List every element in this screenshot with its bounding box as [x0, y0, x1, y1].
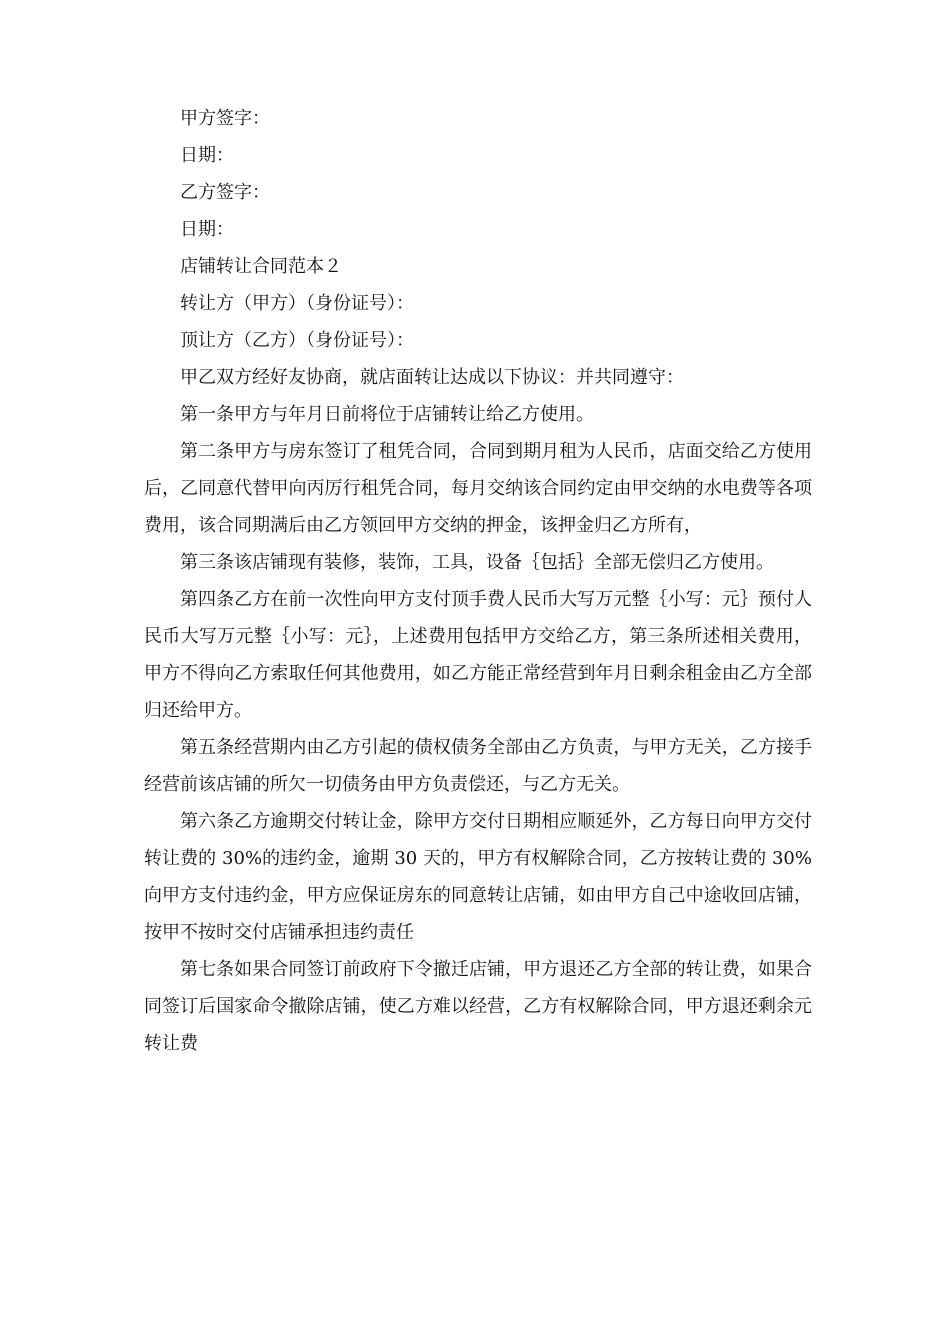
party-b-signature-line: 乙方签字：	[180, 182, 270, 203]
article-5: 第五条经营期内由乙方引起的债权债务全部由乙方负责，与甲方无关，乙方接手经营前该店铺的所欠一切债务由甲方负责偿还，与乙方无关。	[144, 737, 812, 795]
article-6: 第六条乙方逾期交付转让金，除甲方交付日期相应顺延外，乙方每日向甲方交付转让费的 30%的违约金，逾期 30 天的，甲方有权解除合同，乙方按转让费的 30%向甲方支付违约金，甲方应保证房东的同意转让店铺，如由甲方自己中途收回店铺，按甲不按时交付店铺承担违约责任	[144, 811, 812, 943]
article-4: 第四条乙方在前一次性向甲方支付顶手费人民币大写万元整｛小写：元｝预付人民币大写万元整｛小写：元｝，上述费用包括甲方交给乙方，第三条所述相关费用，甲方不得向乙方索取任何其他费用，如乙方能正常经营到年月日剩余租金由乙方全部归还给甲方。	[144, 589, 812, 721]
party-b-date-line: 日期：	[180, 219, 234, 240]
article-3: 第三条该店铺现有装修，装饰，工具，设备｛包括｝全部无偿归乙方使用。	[180, 552, 774, 573]
transferor-line: 转让方（甲方）（身份证号）：	[180, 293, 414, 314]
article-2: 第二条甲方与房东签订了租凭合同，合同到期月租为人民币，店面交给乙方使用后，乙同意代替甲向丙厉行租凭合同，每月交纳该合同约定由甲交纳的水电费等各项费用，该合同期满后由乙方领回甲方交纳的押金，该押金归乙方所有，	[144, 441, 812, 536]
contract-title: 店铺转让合同范本２	[180, 256, 342, 277]
party-a-date-line: 日期：	[180, 145, 234, 166]
agreement-intro: 甲乙双方经好友协商，就店面转让达成以下协议：并共同遵守：	[180, 367, 684, 388]
party-a-signature-line: 甲方签字：	[180, 108, 270, 129]
transferee-line: 顶让方（乙方）（身份证号）：	[180, 330, 414, 351]
document-body	[144, 100, 812, 1062]
article-7: 第七条如果合同签订前政府下令撤迁店铺，甲方退还乙方全部的转让费，如果合同签订后国家命令撤除店铺，使乙方难以经营，乙方有权解除合同，甲方退还剩余元转让费	[144, 959, 812, 1054]
article-1: 第一条甲方与年月日前将位于店铺转让给乙方使用。	[180, 404, 594, 425]
